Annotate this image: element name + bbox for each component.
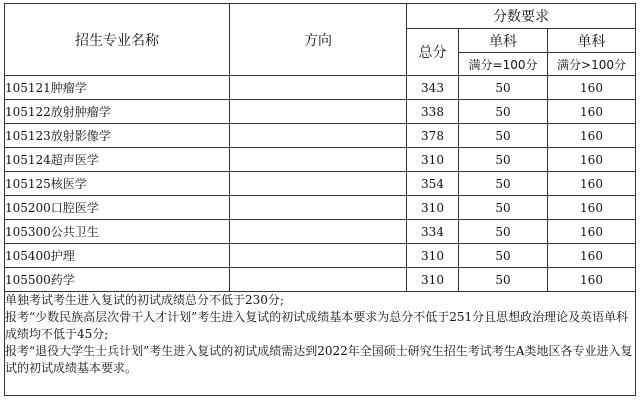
table-row — [5, 124, 636, 148]
major-cell: 105124超声医学 — [5, 148, 230, 172]
header-total-score: 总分 — [407, 29, 459, 76]
single-over-100-cell: 160 — [548, 76, 636, 100]
major-cell: 105123放射影像学 — [5, 124, 230, 148]
total-score-cell: 338 — [407, 100, 459, 124]
direction-cell — [230, 76, 407, 100]
major-cell: 105125核医学 — [5, 172, 230, 196]
major-cell: 105400护理 — [5, 244, 230, 268]
total-score-cell: 310 — [407, 244, 459, 268]
notes-row — [5, 292, 636, 396]
major-cell: 105122放射肿瘤学 — [5, 100, 230, 124]
single-over-100-cell: 160 — [548, 196, 636, 220]
total-score-cell: 310 — [407, 268, 459, 292]
header-major: 招生专业名称 — [5, 4, 230, 76]
single-100-cell: 50 — [459, 76, 548, 100]
single-100-cell: 50 — [459, 244, 548, 268]
direction-cell — [230, 172, 407, 196]
direction-cell — [230, 244, 407, 268]
header-direction: 方向 — [230, 4, 407, 76]
total-score-cell: 310 — [407, 148, 459, 172]
single-100-cell: 50 — [459, 268, 548, 292]
direction-cell — [230, 220, 407, 244]
major-cell: 105500药学 — [5, 268, 230, 292]
direction-cell — [230, 268, 407, 292]
major-cell: 105200口腔医学 — [5, 196, 230, 220]
table-row — [5, 148, 636, 172]
single-100-cell: 50 — [459, 172, 548, 196]
table-row — [5, 100, 636, 124]
note-independent-exam: 单独考试考生进入复试的初试成绩总分不低于230分; — [5, 293, 284, 307]
single-100-cell: 50 — [459, 100, 548, 124]
major-cell: 105300公共卫生 — [5, 220, 230, 244]
table-row — [5, 244, 636, 268]
total-score-cell: 378 — [407, 124, 459, 148]
total-score-cell: 334 — [407, 220, 459, 244]
single-100-cell: 50 — [459, 196, 548, 220]
direction-cell — [230, 196, 407, 220]
table-row — [5, 220, 636, 244]
header-single-subject-a: 单科 — [459, 29, 548, 53]
direction-cell — [230, 148, 407, 172]
header-full-score-over-100: 满分>100分 — [548, 53, 636, 76]
notes-cell — [5, 292, 636, 396]
header-full-score-100: 满分=100分 — [459, 53, 548, 76]
single-100-cell: 50 — [459, 148, 548, 172]
direction-cell — [230, 100, 407, 124]
single-over-100-cell: 160 — [548, 268, 636, 292]
single-over-100-cell: 160 — [548, 124, 636, 148]
single-over-100-cell: 160 — [548, 172, 636, 196]
single-over-100-cell: 160 — [548, 244, 636, 268]
total-score-cell: 343 — [407, 76, 459, 100]
major-cell: 105121肿瘤学 — [5, 76, 230, 100]
header-score-requirements: 分数要求 — [407, 4, 636, 29]
single-100-cell: 50 — [459, 124, 548, 148]
header-single-subject-b: 单科 — [548, 29, 636, 53]
single-over-100-cell: 160 — [548, 220, 636, 244]
single-over-100-cell: 160 — [548, 100, 636, 124]
table-row — [5, 268, 636, 292]
note-minority-plan: 报考“少数民族高层次骨干人才计划”考生进入复试的初试成绩基本要求为总分不低于251分且思想政治理论及英语单科成绩均不低于45分; — [5, 310, 629, 341]
table-row — [5, 196, 636, 220]
single-over-100-cell: 160 — [548, 148, 636, 172]
single-100-cell: 50 — [459, 220, 548, 244]
total-score-cell: 354 — [407, 172, 459, 196]
table-row — [5, 172, 636, 196]
total-score-cell: 310 — [407, 196, 459, 220]
admission-score-table — [4, 3, 636, 396]
table-row — [5, 76, 636, 100]
note-veteran-plan: 报考“退役大学生士兵计划”考生进入复试的初试成绩需达到2022年全国硕士研究生招生考试考生A类地区各专业进入复试的初试成绩基本要求。 — [5, 344, 633, 375]
direction-cell — [230, 124, 407, 148]
